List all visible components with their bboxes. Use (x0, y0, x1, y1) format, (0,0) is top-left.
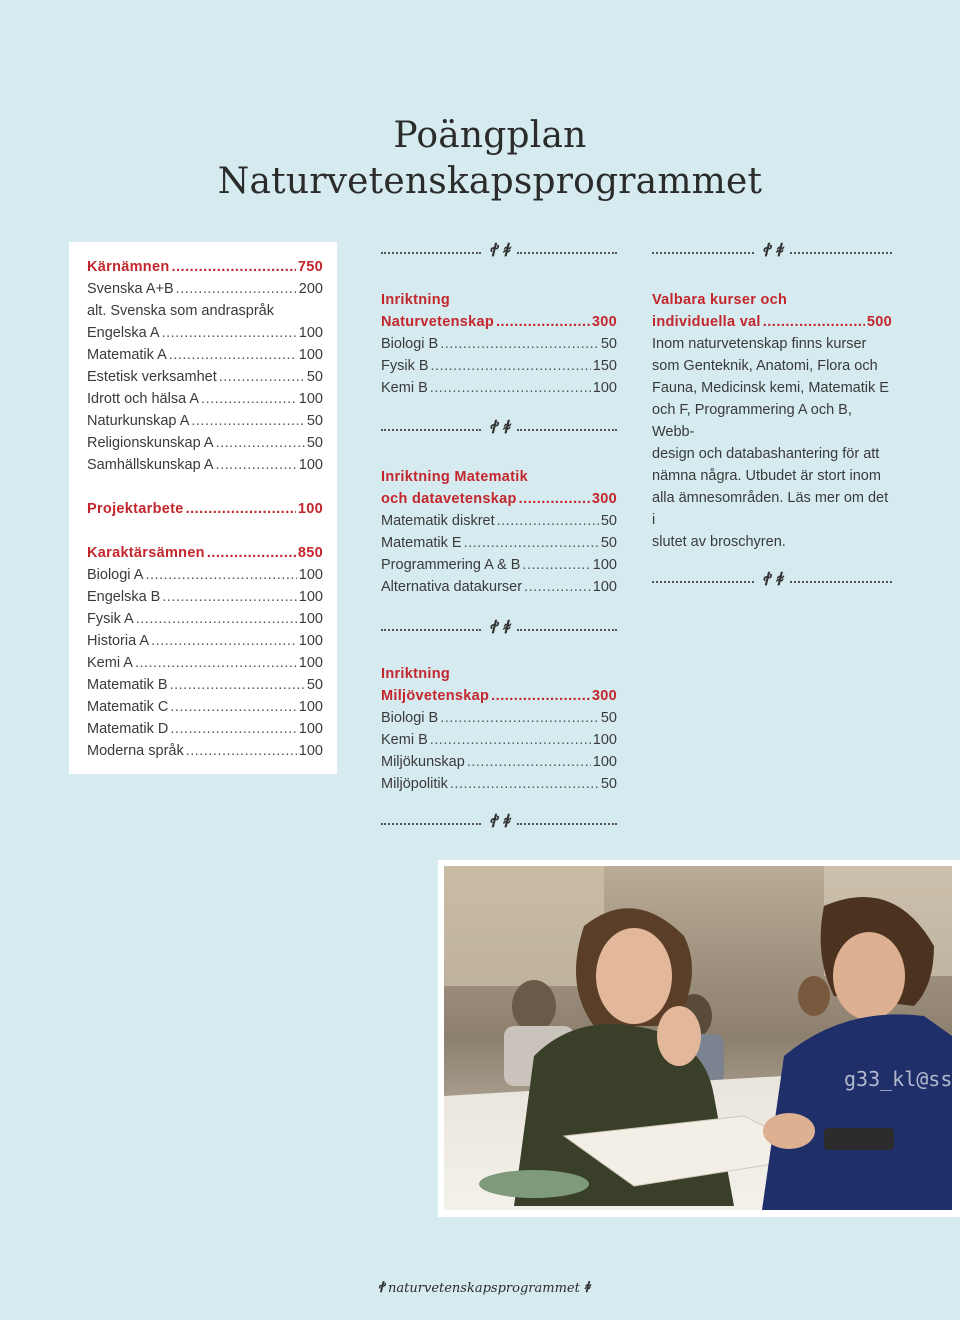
karaktar-heading: Karaktärsämnen ..... 850 (87, 542, 323, 564)
electives-column (652, 240, 892, 591)
core-subjects-column (87, 256, 323, 762)
ornament-divider (381, 811, 617, 833)
course-row: Matematik B ..... 50 (87, 674, 323, 696)
course-row: Matematik diskret ..... 50 (381, 510, 617, 532)
karaktar-list (87, 564, 323, 762)
students-photo (438, 860, 960, 1217)
miljo-heading: Miljövetenskap ..... 300 (381, 685, 617, 707)
course-row: Kemi B ..... 100 (381, 377, 617, 399)
ornament-divider (652, 569, 892, 591)
course-row: Alternativa datakurser ..... 100 (381, 576, 617, 598)
valbara-heading: individuella val ..... 500 (652, 311, 892, 333)
electives-description: Inom naturvetenskap finns kurser som Genteknik, Anatomi, Flora och Fauna, Medicinsk kemi, Matematik E och F, Programmering A och B, Webb- design och databashantering för att nämna några. Utbudet är stort inom alla ämnesområden. Läs mer om det i slutet av broschyren. (652, 336, 889, 550)
course-row: Miljöpolitik ..... 50 (381, 773, 617, 795)
ornament-divider (381, 240, 617, 262)
course-row: Matematik A ..... 100 (87, 344, 323, 366)
natur-heading: Naturvetenskap ..... 300 (381, 311, 617, 333)
course-row: Matematik C ..... 100 (87, 696, 323, 718)
course-row: Programmering A & B ..... 100 (381, 554, 617, 576)
course-row: Biologi A ..... 100 (87, 564, 323, 586)
flourish-icon: ꬷ ꬸ (762, 241, 782, 261)
flourish-icon: ꬷ ꬸ (489, 241, 509, 261)
course-row: Engelska B ..... 100 (87, 586, 323, 608)
specialisation-column (381, 240, 617, 833)
svg-text:g33_kl@ss: g33_kl@ss (844, 1067, 952, 1091)
course-row: Samhällskunskap A ..... 100 (87, 454, 323, 476)
matdata-heading-line1: Inriktning Matematik (381, 469, 528, 485)
course-row: Historia A ..... 100 (87, 630, 323, 652)
course-row: Matematik E ..... 50 (381, 532, 617, 554)
matdata-list (381, 510, 617, 598)
footer (378, 1278, 590, 1297)
ornament-divider (381, 617, 617, 639)
course-row: Biologi B ..... 50 (381, 333, 617, 355)
course-row: Fysik A ..... 100 (87, 608, 323, 630)
course-row: Matematik D ..... 100 (87, 718, 323, 740)
miljo-heading-line1: Inriktning (381, 666, 451, 682)
course-row: Miljökunskap ..... 100 (381, 751, 617, 773)
course-row: Fysik B ..... 150 (381, 355, 617, 377)
flourish-left-icon: ꬷ (378, 1280, 384, 1296)
page-title-line1: Poängplan (393, 115, 587, 156)
natur-list (381, 333, 617, 399)
ornament-divider (381, 417, 617, 439)
flourish-right-icon: ꬸ (583, 1280, 590, 1296)
course-row: Engelska A ..... 100 (87, 322, 323, 344)
course-row: Naturkunskap A ..... 50 (87, 410, 323, 432)
miljo-list (381, 707, 617, 795)
footer-text: naturvetenskapsprogrammet (388, 1281, 580, 1296)
flourish-icon: ꬷ ꬸ (489, 812, 509, 832)
course-row: Kemi B ..... 100 (381, 729, 617, 751)
natur-heading-line1: Inriktning (381, 292, 451, 308)
projektarbete-heading: Projektarbete ..... 100 (87, 498, 323, 520)
flourish-icon: ꬷ ꬸ (762, 570, 782, 590)
course-row: Svenska A+B ..... 200 (87, 278, 323, 300)
course-row: Idrott och hälsa A ..... 100 (87, 388, 323, 410)
flourish-icon: ꬷ ꬸ (489, 418, 509, 438)
course-row: Estetisk verksamhet ..... 50 (87, 366, 323, 388)
karnamnen-heading: Kärnämnen ..... 750 (87, 256, 323, 278)
course-row: Moderna språk ..... 100 (87, 740, 323, 762)
students-photo-image (444, 866, 952, 1210)
course-row: Kemi A ..... 100 (87, 652, 323, 674)
page-title-line2: Naturvetenskapsprogrammet (217, 161, 763, 202)
page-title (0, 113, 960, 205)
course-row: Biologi B ..... 50 (381, 707, 617, 729)
karnamnen-list (87, 278, 323, 476)
course-row-note: alt. Svenska som andraspråk (87, 303, 274, 319)
course-row: Religionskunskap A ..... 50 (87, 432, 323, 454)
valbara-heading-line1: Valbara kurser och (652, 292, 788, 308)
matdata-heading: och datavetenskap ..... 300 (381, 488, 617, 510)
flourish-icon: ꬷ ꬸ (489, 618, 509, 638)
ornament-divider (652, 240, 892, 262)
